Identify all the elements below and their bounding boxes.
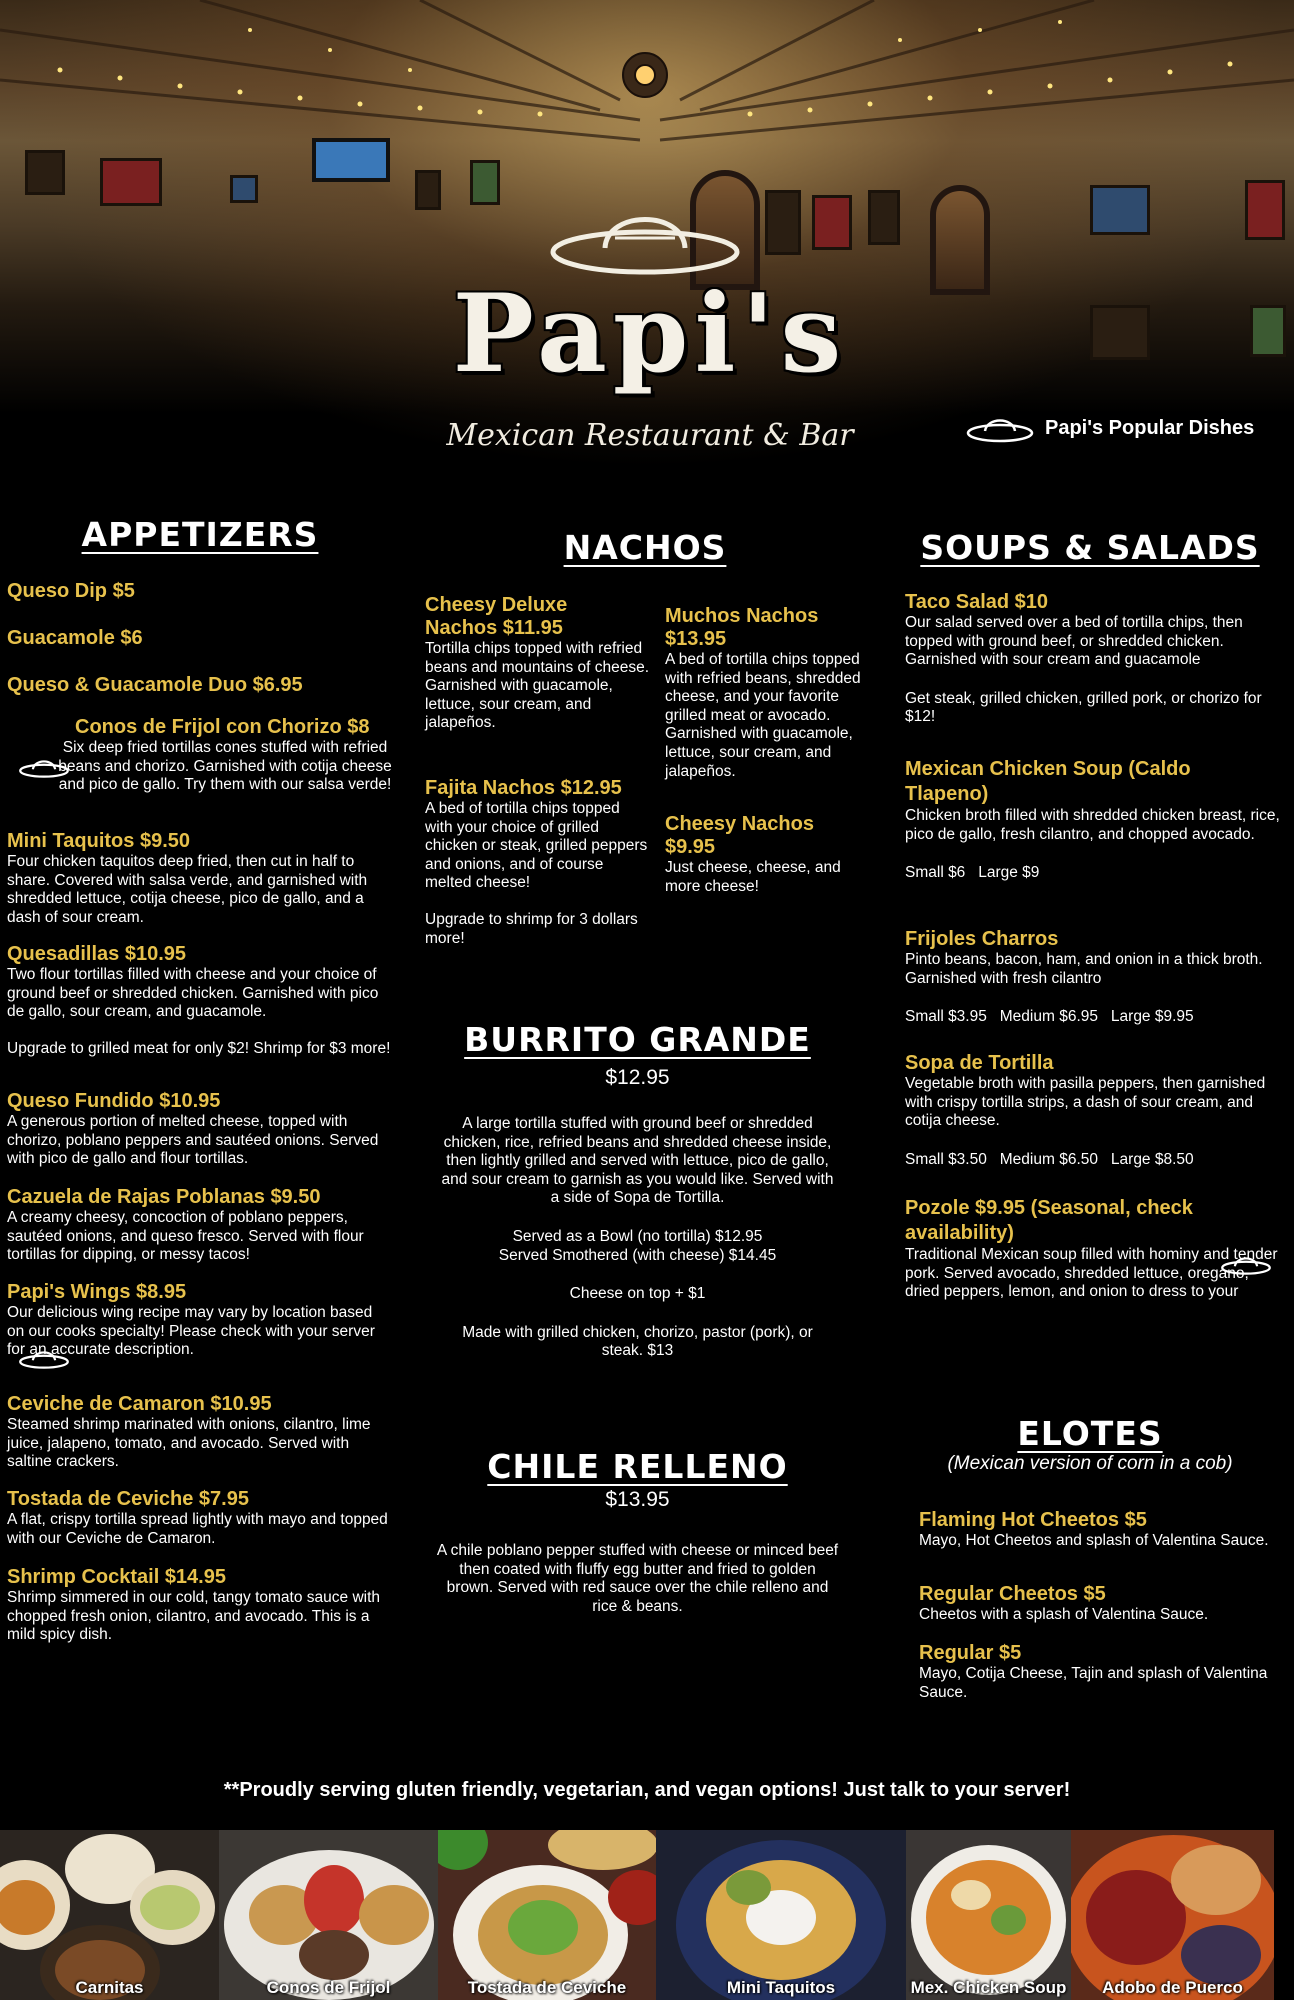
item-name: Flaming Hot Cheetos $5 xyxy=(919,1509,1147,1531)
menu-item-conos-de-frijol xyxy=(50,716,400,795)
menu-item-regular-elote xyxy=(919,1642,1274,1702)
menu-item-quesadillas xyxy=(7,943,397,1058)
menu-item-taco-salad xyxy=(905,591,1290,727)
header-banner xyxy=(0,0,1294,470)
item-name: Regular Cheetos $5 xyxy=(919,1583,1106,1605)
item-description: Chicken broth filled with shredded chicken breast, rice, pico de gallo, fresh cilantro, and chopped avocado. xyxy=(905,807,1280,843)
item-note: Get steak, grilled chicken, grilled pork, or chorizo for $12! xyxy=(905,689,1262,726)
photo-caption: Conos de Frijol xyxy=(266,1978,391,1997)
item-description: Steamed shrimp marinated with onions, cilantro, lime juice, jalapeno, tomato, and avocado. Served with saltine crackers. xyxy=(7,1416,371,1471)
item-description: Mayo, Hot Cheetos and splash of Valentina Sauce. xyxy=(919,1532,1269,1549)
menu-item-tostada-de-ceviche xyxy=(7,1488,397,1548)
item-name: Guacamole $6 xyxy=(7,627,143,649)
item-description: Four chicken taquitos deep fried, then cut in half to share. Covered with salsa verde, and garnished with shredded lettuce, cotija cheese, pico de gallo, and a dash of sour cream. xyxy=(7,853,368,926)
photo-caption: Mini Taquitos xyxy=(726,1978,836,1997)
item-name: Quesadillas $10.95 xyxy=(7,943,187,965)
item-name: Sopa de Tortilla xyxy=(905,1052,1054,1074)
wall-picture xyxy=(415,170,441,210)
item-name: Tostada de Ceviche $7.95 xyxy=(7,1488,249,1510)
wall-picture xyxy=(812,195,852,250)
burrito-bowl-option: Served as a Bowl (no tortilla) $12.95 xyxy=(512,1227,763,1245)
popular-dishes-photo-strip xyxy=(0,1830,1294,2000)
chile-relleno-heading: CHILE RELLENO xyxy=(487,1447,788,1486)
item-name: Regular $5 xyxy=(919,1642,1022,1664)
menu-item-queso-fundido xyxy=(7,1090,397,1169)
sombrero-icon xyxy=(1220,1252,1272,1276)
popular-dishes-label xyxy=(965,410,1254,446)
photo-caption: Tostada de Ceviche xyxy=(467,1978,627,1997)
chile-relleno-price: $13.95 xyxy=(605,1488,670,1511)
menu-item-cheesy-nachos xyxy=(665,813,865,896)
menu-item-fajita-nachos xyxy=(425,777,650,948)
item-name: Frijoles Charros xyxy=(905,928,1059,950)
item-name: Pozole $9.95 (Seasonal, check availability) xyxy=(905,1197,1193,1244)
item-description: Just cheese, cheese, and more cheese! xyxy=(665,859,841,895)
wall-picture xyxy=(765,190,801,255)
wall-picture xyxy=(868,190,900,245)
item-description: A generous portion of melted cheese, topped with chorizo, poblano peppers and sautéed onions. Served with pico de gallo and flour tortillas. xyxy=(7,1113,379,1168)
dish-photo-mex-chicken-soup xyxy=(906,1830,1071,2000)
item-name: Taco Salad $10 xyxy=(905,591,1049,613)
item-description: A bed of tortilla chips topped with your choice of grilled chicken or steak, grilled peppers and onions, and of course melted cheese! xyxy=(425,800,648,892)
menu-item-queso-guac-duo xyxy=(7,674,397,697)
item-note: Small $3.95 Medium $6.95 Large $9.95 xyxy=(905,1008,1194,1026)
wall-picture xyxy=(470,160,500,205)
menu-item-guacamole xyxy=(7,627,397,650)
popular-dishes-text: Papi's Popular Dishes xyxy=(1045,416,1255,439)
appetizers-heading: APPETIZERS xyxy=(81,515,319,554)
item-description: A chile poblano pepper stuffed with cheese or minced beef then coated with fluffy egg butter and fried to golden brown. Served with red sauce over the chile relleno and rice & beans. xyxy=(436,1542,839,1615)
item-name: Queso Fundido $10.95 xyxy=(7,1090,221,1112)
dietary-options-note: **Proudly serving gluten friendly, vegetarian, and vegan options! Just talk to your server! xyxy=(223,1779,1071,1801)
item-name: Papi's Wings $8.95 xyxy=(7,1281,187,1303)
dish-photo-adobo-de-puerco xyxy=(1071,1830,1274,2000)
item-name: Fajita Nachos $12.95 xyxy=(425,777,622,799)
item-description: Tortilla chips topped with refried beans and mountains of cheese. Garnished with guacamole, lettuce, sour cream, and jalapeños. xyxy=(425,640,650,732)
menu-item-shrimp-cocktail xyxy=(7,1566,402,1645)
burrito-grande-details xyxy=(440,1115,835,1361)
menu-item-mini-taquitos xyxy=(7,830,397,927)
item-note: Small $6 Large $9 xyxy=(905,864,1040,882)
menu-item-sopa-de-tortilla xyxy=(905,1052,1290,1169)
menu-item-cazuela-de-rajas xyxy=(7,1186,397,1265)
sombrero-icon xyxy=(965,413,1035,443)
photo-caption: Adobo de Puerco xyxy=(1102,1978,1243,1997)
chile-relleno-details xyxy=(435,1542,840,1616)
menu-item-queso-dip xyxy=(7,580,397,603)
soups-salads-heading: SOUPS & SALADS xyxy=(920,528,1260,567)
archway-decoration xyxy=(930,185,990,295)
item-note: Upgrade to shrimp for 3 dollars more! xyxy=(425,910,638,947)
item-name: Cheesy Nachos $9.95 xyxy=(665,813,814,858)
menu-item-regular-cheetos xyxy=(919,1583,1274,1625)
dish-photo-tostada-de-ceviche xyxy=(438,1830,656,2000)
item-description: Pinto beans, bacon, ham, and onion in a thick broth. Garnished with fresh cilantro xyxy=(905,951,1263,987)
wall-tv-decoration xyxy=(312,138,390,182)
wall-picture xyxy=(1090,185,1150,235)
item-description: Our delicious wing recipe may vary by location based on our cooks specialty! Please check with your server for an accurate description. xyxy=(7,1304,375,1359)
burrito-grande-heading: BURRITO GRANDE xyxy=(464,1020,811,1059)
item-description: A bed of tortilla chips topped with refried beans, shredded cheese, and your favorite grilled meat or avocado. Garnished with guacamole, lettuce, sour cream, and jalapeños. xyxy=(665,651,861,780)
wall-picture xyxy=(1090,305,1150,360)
item-name: Cazuela de Rajas Poblanas $9.50 xyxy=(7,1186,321,1208)
item-name: Muchos Nachos $13.95 xyxy=(665,605,819,650)
wall-picture xyxy=(25,150,65,195)
wall-picture xyxy=(100,158,162,206)
photo-caption: Mex. Chicken Soup xyxy=(910,1978,1067,1997)
item-description: Vegetable broth with pasilla peppers, then garnished with crispy tortilla strips, a dash of sour cream, and cotija cheese. xyxy=(905,1075,1266,1130)
item-name: Mini Taquitos $9.50 xyxy=(7,830,190,852)
item-name: Ceviche de Camaron $10.95 xyxy=(7,1393,272,1415)
menu-item-ceviche-de-camaron xyxy=(7,1393,397,1472)
item-description: Cheetos with a splash of Valentina Sauce. xyxy=(919,1606,1209,1623)
menu-item-mexican-chicken-soup xyxy=(905,757,1290,883)
item-name: Shrimp Cocktail $14.95 xyxy=(7,1566,226,1588)
item-name: Mexican Chicken Soup (Caldo Tlapeno) xyxy=(905,758,1191,805)
dish-photo-conos-de-frijol xyxy=(219,1830,438,2000)
menu-item-pozole xyxy=(905,1196,1290,1302)
restaurant-logo-title: Papi's xyxy=(452,271,848,397)
wall-picture xyxy=(230,175,258,203)
wall-picture xyxy=(1245,180,1285,240)
sombrero-icon xyxy=(545,190,745,280)
item-note: Upgrade to grilled meat for only $2! Shrimp for $3 more! xyxy=(7,1039,391,1057)
elotes-subtitle: (Mexican version of corn in a cob) xyxy=(947,1453,1233,1474)
menu-item-muchos-nachos xyxy=(665,605,865,781)
item-name: Queso Dip $5 xyxy=(7,580,135,602)
sombrero-icon xyxy=(18,1346,70,1370)
burrito-meat-option: Made with grilled chicken, chorizo, pastor (pork), or steak. $13 xyxy=(462,1323,813,1360)
burrito-grande-price: $12.95 xyxy=(605,1066,670,1089)
item-note: Small $3.50 Medium $6.50 Large $8.50 xyxy=(905,1150,1194,1168)
wall-picture xyxy=(1250,305,1286,357)
item-description: Mayo, Cotija Cheese, Tajin and splash of Valentina Sauce. xyxy=(919,1665,1268,1701)
item-name: Conos de Frijol con Chorizo $8 xyxy=(75,716,370,738)
nachos-heading: NACHOS xyxy=(563,528,727,567)
sombrero-icon xyxy=(18,755,70,779)
item-description: Two flour tortillas filled with cheese and your choice of ground beef or shredded chicken. Garnished with pico de gallo, sour cream, and guacamole. xyxy=(7,966,379,1021)
menu-item-cheesy-deluxe-nachos xyxy=(425,594,650,733)
elotes-heading: ELOTES xyxy=(1017,1414,1163,1453)
item-description: Our salad served over a bed of tortilla chips, then topped with ground beef, or shredded chicken. Garnished with sour cream and guacamole xyxy=(905,614,1243,669)
item-description: A flat, crispy tortilla spread lightly with mayo and topped with our Ceviche de Camaron. xyxy=(7,1511,388,1547)
photo-caption: Carnitas xyxy=(75,1978,144,1997)
item-description: Six deep fried tortillas cones stuffed with refried beans and chorizo. Garnished with cotija cheese and pico de gallo. Try them with our salsa verde! xyxy=(58,739,392,794)
burrito-smothered-option: Served Smothered (with cheese) $14.45 xyxy=(498,1246,777,1264)
dish-photo-mini-taquitos xyxy=(656,1830,906,2000)
item-description: Traditional Mexican soup filled with hominy and tender pork. Served avocado, shredded lettuce, oregano, dried peppers, lemon, and onion to dress to your xyxy=(905,1246,1278,1301)
dish-photo-carnitas xyxy=(0,1830,219,2000)
burrito-cheese-option: Cheese on top + $1 xyxy=(569,1285,706,1303)
menu-item-flaming-hot-cheetos xyxy=(919,1509,1274,1551)
item-description: Shrimp simmered in our cold, tangy tomato sauce with chopped fresh onion, cilantro, and avocado. This is a mild spicy dish. xyxy=(7,1589,381,1644)
menu-item-frijoles-charros xyxy=(905,928,1290,1027)
item-description: A creamy cheesy, concoction of poblano peppers, sautéed onions, and queso fresco. Served with flour tortillas for dipping, or messy tacos! xyxy=(7,1209,364,1264)
item-name: Queso & Guacamole Duo $6.95 xyxy=(7,674,303,696)
item-name: Cheesy Deluxe Nachos $11.95 xyxy=(425,594,568,639)
restaurant-subtitle: Mexican Restaurant & Bar xyxy=(446,418,854,453)
item-description: A large tortilla stuffed with ground beef or shredded chicken, rice, refried beans and shredded cheese inside, then lightly grilled and served with lettuce, pico de gallo, and sour cream to garnish as you would like. Served with a side of Sopa de Tortilla. xyxy=(441,1115,834,1207)
